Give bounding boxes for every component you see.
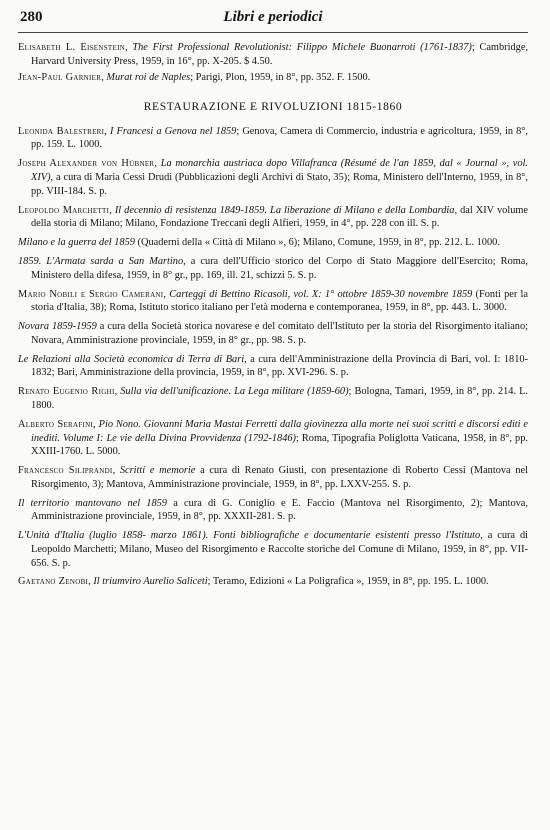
entry-details: ; Roma, Tipografia Poliglotta Vaticana, 1958, in 8°, pp. XXIII-1760. L. 5000. — [31, 432, 528, 458]
section-bibliography — [18, 125, 528, 589]
entry-title: Murat roi de Naples — [106, 72, 191, 84]
entry-author: Joseph Alexander von Hübner — [18, 158, 155, 170]
entry-title: Il territorio mantovano nel 1859 — [18, 497, 167, 509]
bibliography-entry: Alberto Serafini, Pio Nono. Giovanni Maria Mastai Ferretti dalla giovinezza alla morte nei suoi scritti e discorsi editi e inediti. Volume I: Le vie della Divina Provvidenza (1792-1846); Roma, Tipografia Poliglotta Vaticana, 1958, in 8°, pp. XXIII-1760. L. 5000. — [18, 418, 529, 458]
running-title: Libri e periodici — [223, 9, 323, 25]
entry-title: The First Professional Revolutionist: Filippo Michele Buonarroti (1761-1837) — [132, 42, 472, 53]
entry-author: Leonida Balestreri — [18, 125, 105, 137]
top-bibliography — [18, 41, 528, 85]
entry-author: Elisabeth L. Eisenstein — [18, 42, 126, 53]
entry-title: Pio Nono. Giovanni Maria Mastai Ferretti dalla giovinezza alla morte nei suoi scritti e discorsi editi e inediti. Volume I: Le vie della Divina Provvidenza (1792-1846) — [31, 418, 529, 444]
bibliography-entry — [18, 236, 528, 250]
entry-details: ; Genova, Camera di Commercio, industria e agricoltura, 1959, in 8°, pp. 159. L. 1000. — [31, 125, 528, 151]
entry-title: 1859. L'Armata sarda a San Martino — [18, 256, 184, 268]
entry-title: Scritti e memorie — [119, 465, 196, 477]
entry-title: Milano e la guerra del 1859 — [18, 237, 135, 249]
section-heading: RESTAURAZIONE E RIVOLUZIONI 1815-1860 — [143, 99, 403, 113]
entry-details: (Quaderni della « Città di Milano », 6); Milano, Comune, 1959, in 8°, pp. 212. L. 1000. — [134, 237, 500, 249]
entry-author: Francesco Siliprandi — [18, 465, 113, 477]
entry-details: ; Bologna, Tamari, 1959, in 8°, pp. 214. L. 1800. — [31, 386, 529, 411]
entry-author: Mario Nobili e Sergio Camerani — [18, 288, 164, 300]
bibliography-entry: Francesco Siliprandi, Scritti e memorie a cura di Renato Giusti, con presentazione di Roberto Cessi (Mantova nel Risorgimento, 3); Mantova, Amministrazione provinciale, 1959, in 8°, pp. LXXV-255. S. p. — [18, 465, 528, 490]
entry-details: , a cura di Leopoldo Marchetti; Milano, Museo del Risorgimento e Raccolte storiche del Comune di Milano, 1959, in 8°, pp. VII-656. S. p. — [31, 530, 528, 569]
entry-title: Le Relazioni alla Società economica di Terra di Bari — [18, 353, 245, 365]
bibliography-entry: Gaetano Zenobi, Il triumviro Aurelio Saliceti; Teramo, Edizioni « La Poligrafica », 1959, in 8°, pp. 195. L. 1000. — [18, 576, 489, 588]
bibliography-entry — [18, 353, 528, 380]
entry-details: , dal XIV volume della storia di Milano; Milano, Fondazione Treccani degli Alfieri, 1959, in 4°, pp. 228 con ill. S. p. — [31, 204, 529, 230]
entry-author: Leopoldo Marchetti — [18, 204, 110, 216]
entry-details: ; Teramo, Edizioni « La Poligrafica », 1959, in 8°, pp. 195. L. 1000. — [207, 576, 489, 588]
entry-title: Il triumviro Aurelio Saliceti — [93, 576, 208, 588]
entry-details: , a cura dell'Ufficio storico del Corpo di Stato Maggiore dell'Esercito; Roma, Ministero della difesa, 1959, in 8° gr., pp. 169, ill. 21, schizzi 5. S. p. — [31, 256, 528, 281]
entry-title: La monarchia austriaca dopo Villafranca (Résumé de l'an 1859, dal « Journal », vol. XIV) — [31, 158, 529, 183]
entry-author: Alberto Serafini — [18, 418, 94, 430]
entry-details: a cura di Renato Giusti, con presentazione di Roberto Cessi (Mantova nel Risorgimento, 3); Mantova, Amministrazione provinciale, 1959, in 8°, pp. LXXV-255. S. p. — [31, 465, 528, 490]
entry-title: L'Unità d'Italia (luglio 1858- marzo 1861). Fonti bibliografiche e documentarie esistenti presso l'Istituto — [18, 530, 481, 542]
entry-title: I Francesi a Genova nel 1859 — [109, 125, 237, 137]
entry-details: ; Parigi, Plon, 1959, in 8°, pp. 352. F. 1500. — [190, 72, 371, 84]
entry-author: Renato Eugenio Righi — [18, 386, 115, 398]
entry-title: Sulla via dell'unificazione. La Lega militare (1859-60) — [120, 386, 349, 398]
bibliography-entry — [18, 497, 528, 524]
entry-title: Il decennio di resistenza 1849-1859. La liberazione di Milano e della Lombardia — [114, 204, 455, 216]
bibliography-entry — [18, 320, 528, 347]
bibliography-entry — [18, 255, 528, 282]
bibliography-entry: Leonida Balestreri, I Francesi a Genova nel 1859; Genova, Camera di Commercio, industria e agricoltura, 1959, in 8°, pp. 159. L. 1000. — [18, 125, 528, 151]
bibliography-entry: Renato Eugenio Righi, Sulla via dell'unificazione. La Lega militare (1859-60); Bologna, Tamari, 1959, in 8°, pp. 214. L. 1800. — [18, 386, 529, 411]
entry-author: Jean-Paul Garnier — [18, 72, 102, 84]
entry-title: Carteggi di Bettino Ricasoli, vol. X: 1° ottobre 1859-30 novembre 1859 — [169, 288, 473, 300]
entry-details: , a cura dell'Amministrazione della Provincia di Bari, vol. I: 1810-1832; Bari, Amministrazione della provincia, 1959, in 8°, pp. XVI-296. S. p. — [31, 353, 528, 379]
entry-details: ; Cambridge, Harvard University Press, 1959, in 16°, pp. X-205. $ 4.50. — [31, 42, 528, 67]
entry-details: a cura di G. Coniglio e E. Faccio (Mantova nel Risorgimento, 2); Mantova, Amministrazione provinciale, 1959, in 8°, pp. XXXII-281. S. p. — [31, 497, 528, 523]
entry-details: (Fonti per la storia d'Italia, 38); Roma, Istituto storico italiano per l'età moderna e contemporanea, 1959, in 8°, pp. 443. L. 3000. — [31, 288, 529, 314]
bibliography-entry: Jean-Paul Garnier, Murat roi de Naples; Parigi, Plon, 1959, in 8°, pp. 352. F. 1500. — [18, 72, 371, 84]
bibliography-entry: Leopoldo Marchetti, Il decennio di resistenza 1849-1859. La liberazione di Milano e della Lombardia, dal XIV volume della storia di Milano; Milano, Fondazione Treccani degli Alfieri, 1959, in 4°, pp. 228 con ill. S. p. — [18, 204, 529, 230]
entry-title: Novara 1859-1959 — [18, 321, 97, 333]
bibliography-entry: Elisabeth L. Eisenstein, The First Professional Revolutionist: Filippo Michele Buonarroti (1761-1837); Cambridge, Harvard University Press, 1959, in 16°, pp. X-205. $ 4.50. — [18, 42, 528, 67]
bibliography-entry — [18, 529, 528, 570]
entry-details: a cura della Società storica novarese e del comitato dell'Istituto per la storia del Risorgimento italiano; Novara, Amministrazione provinciale, 1959, in 8° gr., pp. 98. S. p. — [31, 321, 529, 346]
bibliography-entry: Joseph Alexander von Hübner, La monarchia austriaca dopo Villafranca (Résumé de l'an 1859, dal « Journal », vol. XIV), a cura di Maria Cessi Drudi (Pubblicazioni degli Archivi di Stato, 35); Roma, Ministero dell'Interno, 1959, in 8°, pp. VIII-184. S. p. — [18, 158, 529, 197]
page-header — [18, 8, 528, 33]
entry-details: , a cura di Maria Cessi Drudi (Pubblicazioni degli Archivi di Stato, 35); Roma, Ministero dell'Interno, 1959, in 8°, pp. VIII-184. S. p. — [31, 171, 528, 197]
page-number: 280 — [20, 9, 43, 25]
entry-author: Gaetano Zenobi — [18, 576, 89, 588]
bibliography-entry: Mario Nobili e Sergio Camerani, Carteggi di Bettino Ricasoli, vol. X: 1° ottobre 1859-30 novembre 1859 (Fonti per la storia d'Italia, 38); Roma, Istituto storico italiano per l'età moderna e contemporanea, 1959, in 8°, pp. 443. L. 3000. — [18, 288, 529, 314]
